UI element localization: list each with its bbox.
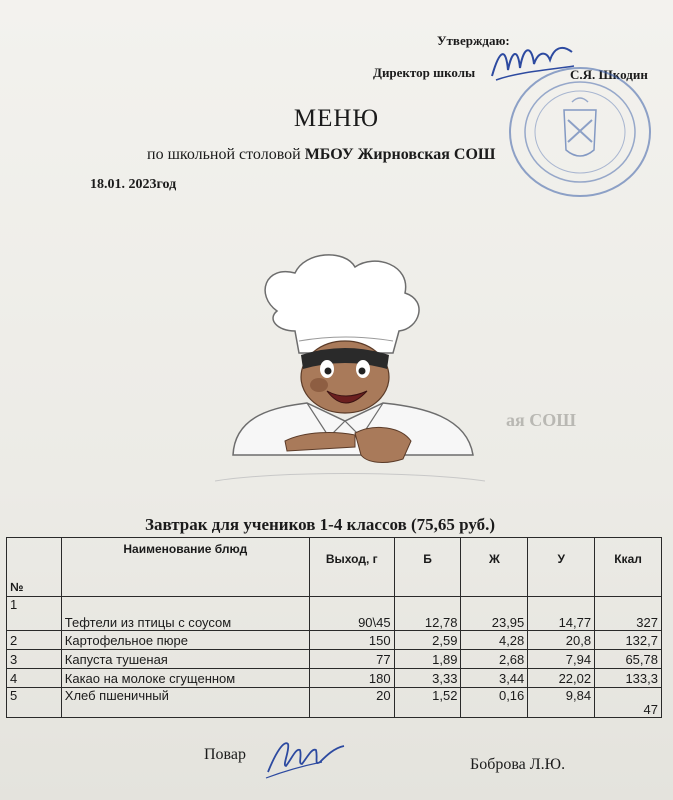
table-row [7, 631, 662, 650]
table-header-row [7, 538, 662, 597]
header-name: Наименование блюд [61, 538, 309, 597]
header-kcal: Ккал [595, 538, 662, 597]
header-protein: Б [394, 538, 461, 597]
director-name: С.Я. Шкодин [570, 67, 648, 82]
cell-no: 3 [7, 650, 62, 669]
page-subtitle [147, 146, 495, 164]
cell-no: 1 [7, 597, 62, 631]
cell-name: Капуста тушеная [61, 650, 309, 669]
cell-kcal: 47 [595, 688, 662, 718]
table-row [7, 650, 662, 669]
cell-name: Картофельное пюре [61, 631, 309, 650]
cell-carbs: 14,77 [528, 597, 595, 631]
background-print-ghost: ая СОШ [506, 410, 577, 430]
school-name: МБОУ Жирновская СОШ [304, 146, 496, 163]
cell-carbs: 20,8 [528, 631, 595, 650]
cell-output: 90\45 [309, 597, 394, 631]
cell-protein: 3,33 [394, 669, 461, 688]
cell-protein: 2,59 [394, 631, 461, 650]
table-row [7, 597, 662, 631]
cell-carbs: 7,94 [528, 650, 595, 669]
cell-name: Хлеб пшеничный [61, 688, 309, 718]
cell-protein: 1,52 [394, 688, 461, 718]
page-title: МЕНЮ [293, 105, 380, 132]
chef-illustration [215, 245, 485, 495]
cell-no: 2 [7, 631, 62, 650]
cell-fat: 0,16 [461, 688, 528, 718]
header-output: Выход, г [309, 538, 394, 597]
cell-carbs: 22,02 [528, 669, 595, 688]
cell-output: 77 [309, 650, 394, 669]
cell-fat: 2,68 [461, 650, 528, 669]
cell-name: Какао на молоке сгущенном [61, 669, 309, 688]
cook-signature [262, 722, 347, 784]
cell-carbs: 9,84 [528, 688, 595, 718]
cell-kcal: 132,7 [595, 631, 662, 650]
cell-fat: 23,95 [461, 597, 528, 631]
menu-date: 18.01. 2023год [90, 177, 177, 192]
table-row [7, 669, 662, 688]
approve-label: Утверждаю: [437, 33, 510, 48]
cell-no: 4 [7, 669, 62, 688]
header-no: № [7, 538, 62, 597]
cell-output: 180 [309, 669, 394, 688]
header-carbs: У [528, 538, 595, 597]
table-row [7, 688, 662, 718]
cell-fat: 4,28 [461, 631, 528, 650]
cook-name: Боброва Л.Ю. [470, 756, 566, 773]
cook-label: Повар [204, 746, 246, 763]
director-label: Директор школы [373, 65, 476, 80]
cell-kcal: 327 [595, 597, 662, 631]
cell-name: Тефтели из птицы с соусом [61, 597, 309, 631]
meal-title: Завтрак для учеников 1-4 классов (75,65 руб.) [145, 515, 496, 534]
cell-fat: 3,44 [461, 669, 528, 688]
menu-table [6, 537, 662, 718]
cell-no: 5 [7, 688, 62, 718]
header-fat: Ж [461, 538, 528, 597]
cell-output: 20 [309, 688, 394, 718]
cell-kcal: 65,78 [595, 650, 662, 669]
cell-protein: 1,89 [394, 650, 461, 669]
cell-kcal: 133,3 [595, 669, 662, 688]
director-signature [488, 30, 578, 90]
cell-protein: 12,78 [394, 597, 461, 631]
cell-output: 150 [309, 631, 394, 650]
subtitle-prefix: по школьной столовой [147, 146, 305, 163]
